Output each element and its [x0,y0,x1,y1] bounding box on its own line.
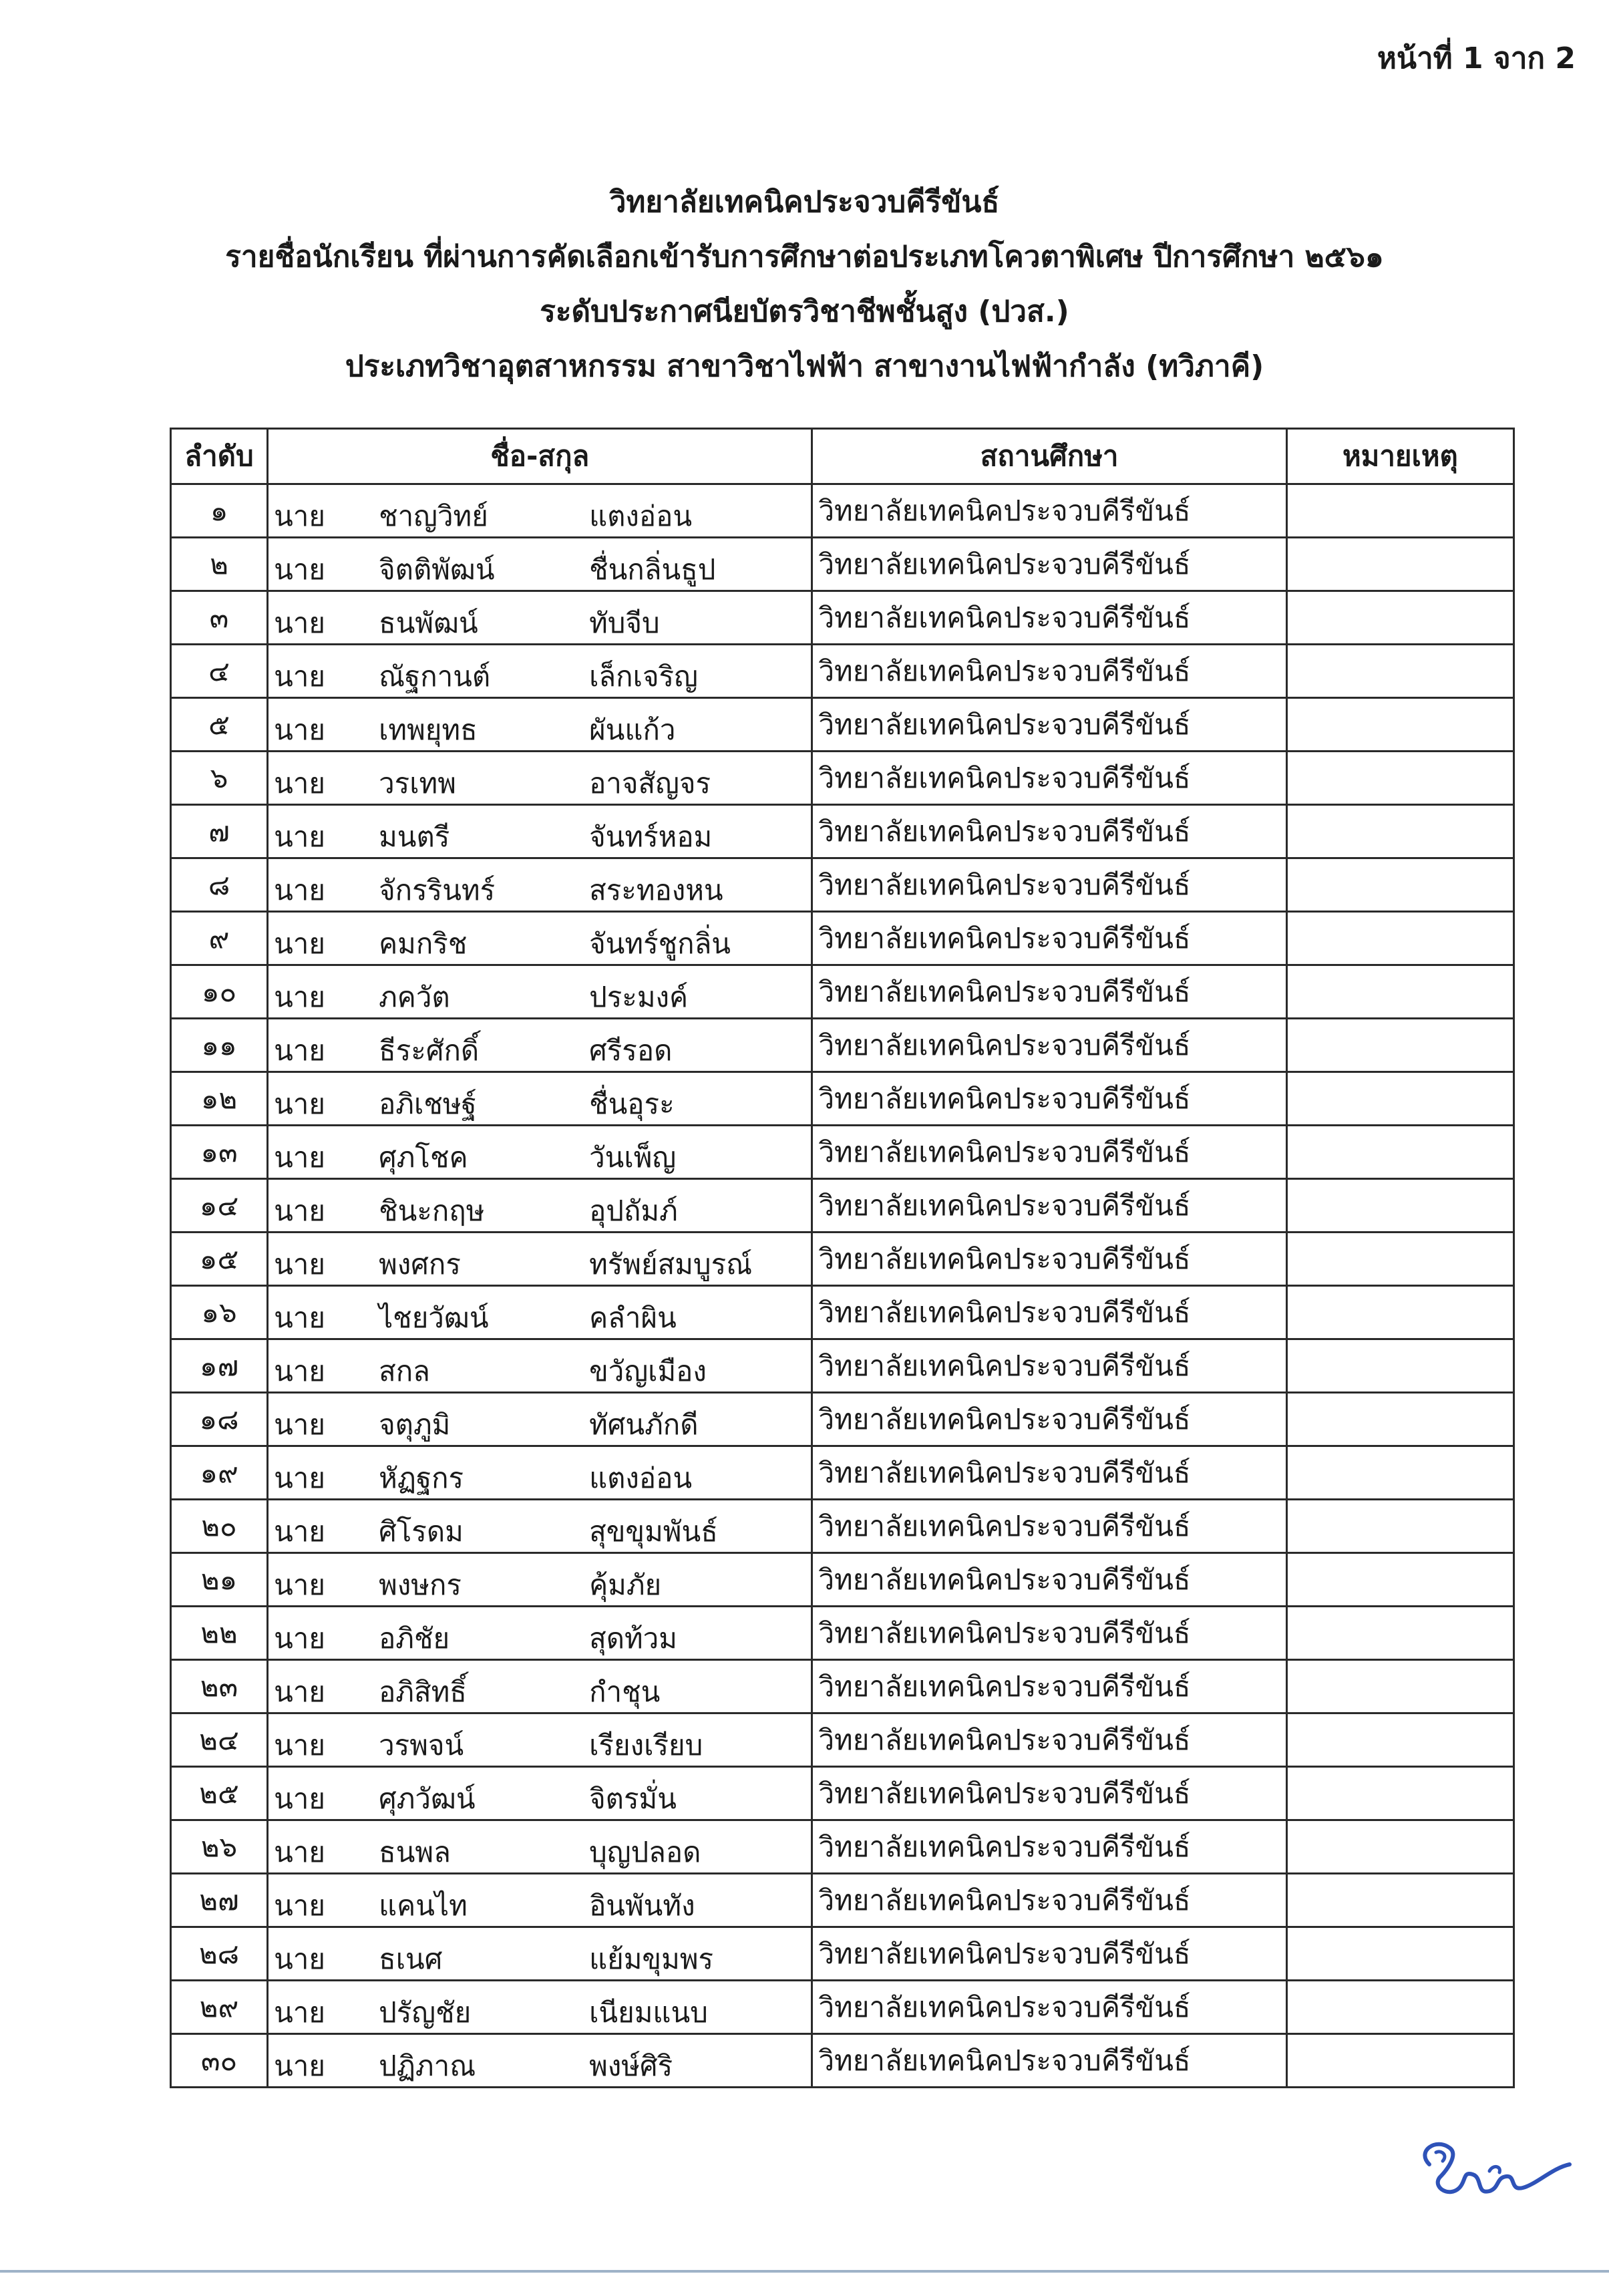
school-cell: วิทยาลัยเทคนิคประจวบคีรีขันธ์ [812,1820,1286,1874]
last-name: สุดท้วม [589,1622,677,1655]
remark-cell [1286,591,1513,645]
table-row [171,858,1514,912]
row-number: ๑๙ [171,1446,268,1500]
remark-cell [1286,1072,1513,1126]
row-number: ๒๕ [171,1767,268,1820]
last-name: จิตรมั่น [589,1782,677,1815]
row-number: ๑๓ [171,1126,268,1179]
first-name: อภิชัย [379,1622,450,1655]
last-name: เล็กเจริญ [589,660,698,693]
last-name: แตงอ่อน [589,500,693,532]
table-row [171,1874,1514,1927]
row-number: ๒๖ [171,1820,268,1874]
name-title: นาย [274,500,325,532]
name-title: นาย [274,553,325,586]
last-name: ชื่นกลิ่นธูป [589,553,716,586]
first-name: ชินะกฤษ [379,1194,485,1227]
first-name: พงศกร [379,1248,461,1281]
name-title: นาย [274,874,325,907]
remark-cell [1286,1820,1513,1874]
remark-cell [1286,1767,1513,1820]
table-row [171,1286,1514,1339]
school-cell: วิทยาลัยเทคนิคประจวบคีรีขันธ์ [812,1713,1286,1767]
header-name: ชื่อ-สกุล [268,429,812,484]
school-cell: วิทยาลัยเทคนิคประจวบคีรีขันธ์ [812,912,1286,965]
name-title: นาย [274,767,325,800]
row-number: ๒ [171,538,268,591]
name-title: นาย [274,1515,325,1548]
student-name-cell [268,1713,812,1767]
school-cell: วิทยาลัยเทคนิคประจวบคีรีขันธ์ [812,2034,1286,2088]
page-number: หน้าที่ 1 จาก 2 [1377,41,1576,75]
college-name: วิทยาลัยเทคนิคประจวบคีรีขันธ์ [609,185,1000,219]
remark-cell [1286,484,1513,538]
name-title: นาย [274,1141,325,1174]
name-title: นาย [274,1996,325,2029]
table-row [171,1660,1514,1713]
student-name-cell [268,1767,812,1820]
last-name: ประมงค์ [589,981,689,1013]
table-row [171,1981,1514,2034]
row-number: ๑๗ [171,1339,268,1393]
header-school: สถานศึกษา [812,429,1286,484]
row-number: ๑๔ [171,1179,268,1233]
first-name: หัฏฐกร [379,1462,464,1494]
table-row [171,805,1514,858]
row-number: ๒๑ [171,1553,268,1607]
table-row [171,752,1514,805]
remark-cell [1286,698,1513,752]
name-title: นาย [274,981,325,1013]
row-number: ๑๕ [171,1233,268,1286]
last-name: สระทองหน [589,874,723,907]
remark-cell [1286,1607,1513,1660]
row-number: ๘ [171,858,268,912]
table-row [171,1393,1514,1446]
first-name: อภิสิทธิ์ [379,1675,467,1708]
school-cell: วิทยาลัยเทคนิคประจวบคีรีขันธ์ [812,1019,1286,1072]
name-title: นาย [274,1355,325,1387]
first-name: แคนไท [379,1889,468,1922]
student-name-cell [268,698,812,752]
name-title: นาย [274,1889,325,1922]
remark-cell [1286,805,1513,858]
remark-cell [1286,965,1513,1019]
last-name: คุ้มภัย [589,1569,662,1601]
last-name: คลำผิน [589,1301,677,1334]
remark-cell [1286,1233,1513,1286]
student-name-cell [268,1874,812,1927]
table-row [171,1767,1514,1820]
school-cell: วิทยาลัยเทคนิคประจวบคีรีขันธ์ [812,591,1286,645]
first-name: ศุภวัฒน์ [379,1782,476,1815]
row-number: ๑๐ [171,965,268,1019]
name-title: นาย [274,820,325,853]
school-cell: วิทยาลัยเทคนิคประจวบคีรีขันธ์ [812,1233,1286,1286]
last-name: กำชุน [589,1675,661,1708]
first-name: ธีระศักดิ์ [379,1034,480,1067]
student-name-cell [268,1179,812,1233]
row-number: ๑ [171,484,268,538]
last-name: บุญปลอด [589,1836,701,1868]
school-cell: วิทยาลัยเทคนิคประจวบคีรีขันธ์ [812,1927,1286,1981]
last-name: พงษ์ศิริ [589,2049,673,2082]
row-number: ๒๙ [171,1981,268,2034]
remark-cell [1286,1981,1513,2034]
first-name: สกล [379,1355,430,1387]
remark-cell [1286,538,1513,591]
school-cell: วิทยาลัยเทคนิคประจวบคีรีขันธ์ [812,1553,1286,1607]
remark-cell [1286,1660,1513,1713]
student-name-cell [268,1286,812,1339]
school-cell: วิทยาลัยเทคนิคประจวบคีรีขันธ์ [812,538,1286,591]
first-name: ปรัญชัย [379,1996,472,2029]
row-number: ๒๐ [171,1500,268,1553]
row-number: ๒๒ [171,1607,268,1660]
name-title: นาย [274,1408,325,1441]
table-row [171,645,1514,698]
first-name: ศิโรดม [379,1515,464,1548]
last-name: ทัศนภักดี [589,1408,699,1441]
first-name: ธเนศ [379,1943,443,1975]
first-name: จตุภูมิ [379,1408,451,1441]
school-cell: วิทยาลัยเทคนิคประจวบคีรีขันธ์ [812,1446,1286,1500]
first-name: ธนพล [379,1836,451,1868]
name-title: นาย [274,1622,325,1655]
last-name: จันทร์ชูกลิ่น [589,927,731,960]
remark-cell [1286,2034,1513,2088]
table-row [171,1927,1514,1981]
row-number: ๒๓ [171,1660,268,1713]
level-title: ระดับประกาศนียบัตรวิชาชีพชั้นสูง (ปวส.) [540,295,1069,329]
school-cell: วิทยาลัยเทคนิคประจวบคีรีขันธ์ [812,752,1286,805]
table-row [171,484,1514,538]
school-cell: วิทยาลัยเทคนิคประจวบคีรีขันธ์ [812,1179,1286,1233]
name-title: นาย [274,660,325,693]
name-title: นาย [274,1462,325,1494]
last-name: วันเพ็ญ [589,1141,677,1174]
first-name: ภควัต [379,981,450,1013]
list-title: รายชื่อนักเรียน ที่ผ่านการคัดเลือกเข้ารับการศึกษาต่อประเภทโควตาพิเศษ ปีการศึกษา ๒๕๖๑ [225,240,1384,274]
table-row [171,1713,1514,1767]
document-header [0,175,1609,394]
name-title: นาย [274,1301,325,1334]
first-name: มนตรี [379,820,450,853]
first-name: คมกริช [379,927,468,960]
student-name-cell [268,484,812,538]
row-number: ๒๗ [171,1874,268,1927]
school-cell: วิทยาลัยเทคนิคประจวบคีรีขันธ์ [812,1126,1286,1179]
student-name-cell [268,645,812,698]
table-body [171,484,1514,2088]
student-name-cell [268,805,812,858]
row-number: ๓ [171,591,268,645]
first-name: เทพยุทธ [379,713,478,746]
remark-cell [1286,1019,1513,1072]
table-row [171,1500,1514,1553]
school-cell: วิทยาลัยเทคนิคประจวบคีรีขันธ์ [812,1393,1286,1446]
student-name-cell [268,1233,812,1286]
first-name: จักรรินทร์ [379,874,496,907]
school-cell: วิทยาลัยเทคนิคประจวบคีรีขันธ์ [812,1767,1286,1820]
name-title: นาย [274,2049,325,2082]
student-name-cell [268,1553,812,1607]
name-title: นาย [274,1034,325,1067]
last-name: เนียมแนบ [589,1996,708,2029]
row-number: ๑๖ [171,1286,268,1339]
last-name: เรียงเรียบ [589,1729,703,1762]
student-name-cell [268,1393,812,1446]
program-title: ประเภทวิชาอุตสาหกรรม สาขาวิชาไฟฟ้า สาขางานไฟฟ้ากำลัง (ทวิภาคี) [345,349,1264,383]
remark-cell [1286,1339,1513,1393]
row-number: ๔ [171,645,268,698]
remark-cell [1286,1500,1513,1553]
first-name: ไชยวัฒน์ [379,1301,489,1334]
school-cell: วิทยาลัยเทคนิคประจวบคีรีขันธ์ [812,1981,1286,2034]
last-name: อินพันทัง [589,1889,695,1922]
table-row [171,538,1514,591]
last-name: ชื่นอุระ [589,1088,675,1120]
name-title: นาย [274,1782,325,1815]
signature [1409,2124,1576,2218]
first-name: อภิเชษฐ์ [379,1088,477,1120]
student-name-cell [268,2034,812,2088]
name-title: นาย [274,607,325,639]
row-number: ๗ [171,805,268,858]
row-number: ๖ [171,752,268,805]
last-name: สุขขุมพันธ์ [589,1515,718,1548]
school-cell: วิทยาลัยเทคนิคประจวบคีรีขันธ์ [812,1286,1286,1339]
row-number: ๑๑ [171,1019,268,1072]
first-name: พงษกร [379,1569,462,1601]
student-name-cell [268,1019,812,1072]
student-name-cell [268,1927,812,1981]
first-name: ณัฐกานต์ [379,660,491,693]
name-title: นาย [274,1248,325,1281]
name-title: นาย [274,927,325,960]
remark-cell [1286,1179,1513,1233]
first-name: วรเทพ [379,767,456,800]
school-cell: วิทยาลัยเทคนิคประจวบคีรีขันธ์ [812,1660,1286,1713]
row-number: ๑๘ [171,1393,268,1446]
remark-cell [1286,1553,1513,1607]
last-name: จันทร์หอม [589,820,713,853]
row-number: ๙ [171,912,268,965]
header-remark: หมายเหตุ [1286,429,1513,484]
last-name: อาจสัญจร [589,767,711,800]
table-header-row [171,429,1514,484]
name-title: นาย [274,1194,325,1227]
student-name-cell [268,1500,812,1553]
student-name-cell [268,1126,812,1179]
student-name-cell [268,1981,812,2034]
table-row [171,1019,1514,1072]
last-name: แตงอ่อน [589,1462,693,1494]
student-name-cell [268,1072,812,1126]
table-row [171,1607,1514,1660]
school-cell: วิทยาลัยเทคนิคประจวบคีรีขันธ์ [812,1607,1286,1660]
student-name-cell [268,965,812,1019]
remark-cell [1286,1874,1513,1927]
header-no: ลำดับ [171,429,268,484]
school-cell: วิทยาลัยเทคนิคประจวบคีรีขันธ์ [812,1339,1286,1393]
last-name: ทรัพย์สมบูรณ์ [589,1248,753,1281]
name-title: นาย [274,713,325,746]
table-row [171,1072,1514,1126]
table-row [171,1820,1514,1874]
student-table [170,428,1515,2088]
bottom-rule [0,2270,1609,2273]
school-cell: วิทยาลัยเทคนิคประจวบคีรีขันธ์ [812,1874,1286,1927]
name-title: นาย [274,1836,325,1868]
remark-cell [1286,1927,1513,1981]
last-name: ศรีรอด [589,1034,673,1067]
name-title: นาย [274,1569,325,1601]
remark-cell [1286,1126,1513,1179]
table-row [171,2034,1514,2088]
table-row [171,1233,1514,1286]
student-name-cell [268,1339,812,1393]
name-title: นาย [274,1943,325,1975]
remark-cell [1286,1286,1513,1339]
student-name-cell [268,1820,812,1874]
school-cell: วิทยาลัยเทคนิคประจวบคีรีขันธ์ [812,645,1286,698]
table-row [171,1553,1514,1607]
student-name-cell [268,858,812,912]
name-title: นาย [274,1729,325,1762]
remark-cell [1286,1713,1513,1767]
last-name: ทับจีบ [589,607,660,639]
student-name-cell [268,912,812,965]
remark-cell [1286,1393,1513,1446]
student-name-cell [268,538,812,591]
table-row [171,1339,1514,1393]
table-row [171,1446,1514,1500]
table-row [171,965,1514,1019]
remark-cell [1286,912,1513,965]
remark-cell [1286,858,1513,912]
school-cell: วิทยาลัยเทคนิคประจวบคีรีขันธ์ [812,858,1286,912]
first-name: จิตติพัฒน์ [379,553,495,586]
student-name-cell [268,1446,812,1500]
last-name: ผันแก้ว [589,713,676,746]
school-cell: วิทยาลัยเทคนิคประจวบคีรีขันธ์ [812,1500,1286,1553]
last-name: อุปถัมภ์ [589,1194,678,1227]
first-name: ศุภโชค [379,1141,468,1174]
remark-cell [1286,645,1513,698]
remark-cell [1286,752,1513,805]
name-title: นาย [274,1088,325,1120]
table-row [171,591,1514,645]
row-number: ๒๔ [171,1713,268,1767]
student-name-cell [268,1660,812,1713]
row-number: ๒๘ [171,1927,268,1981]
school-cell: วิทยาลัยเทคนิคประจวบคีรีขันธ์ [812,698,1286,752]
first-name: ธนพัฒน์ [379,607,478,639]
table-row [171,1126,1514,1179]
first-name: วรพจน์ [379,1729,464,1762]
student-name-cell [268,591,812,645]
remark-cell [1286,1446,1513,1500]
table-row [171,1179,1514,1233]
first-name: ชาญวิทย์ [379,500,488,532]
student-name-cell [268,1607,812,1660]
school-cell: วิทยาลัยเทคนิคประจวบคีรีขันธ์ [812,1072,1286,1126]
school-cell: วิทยาลัยเทคนิคประจวบคีรีขันธ์ [812,484,1286,538]
last-name: ขวัญเมือง [589,1355,707,1387]
first-name: ปฏิภาณ [379,2049,476,2082]
row-number: ๕ [171,698,268,752]
table-row [171,698,1514,752]
name-title: นาย [274,1675,325,1708]
row-number: ๑๒ [171,1072,268,1126]
school-cell: วิทยาลัยเทคนิคประจวบคีรีขันธ์ [812,805,1286,858]
student-name-cell [268,752,812,805]
row-number: ๓๐ [171,2034,268,2088]
table-row [171,912,1514,965]
school-cell: วิทยาลัยเทคนิคประจวบคีรีขันธ์ [812,965,1286,1019]
last-name: แย้มขุมพร [589,1943,714,1975]
